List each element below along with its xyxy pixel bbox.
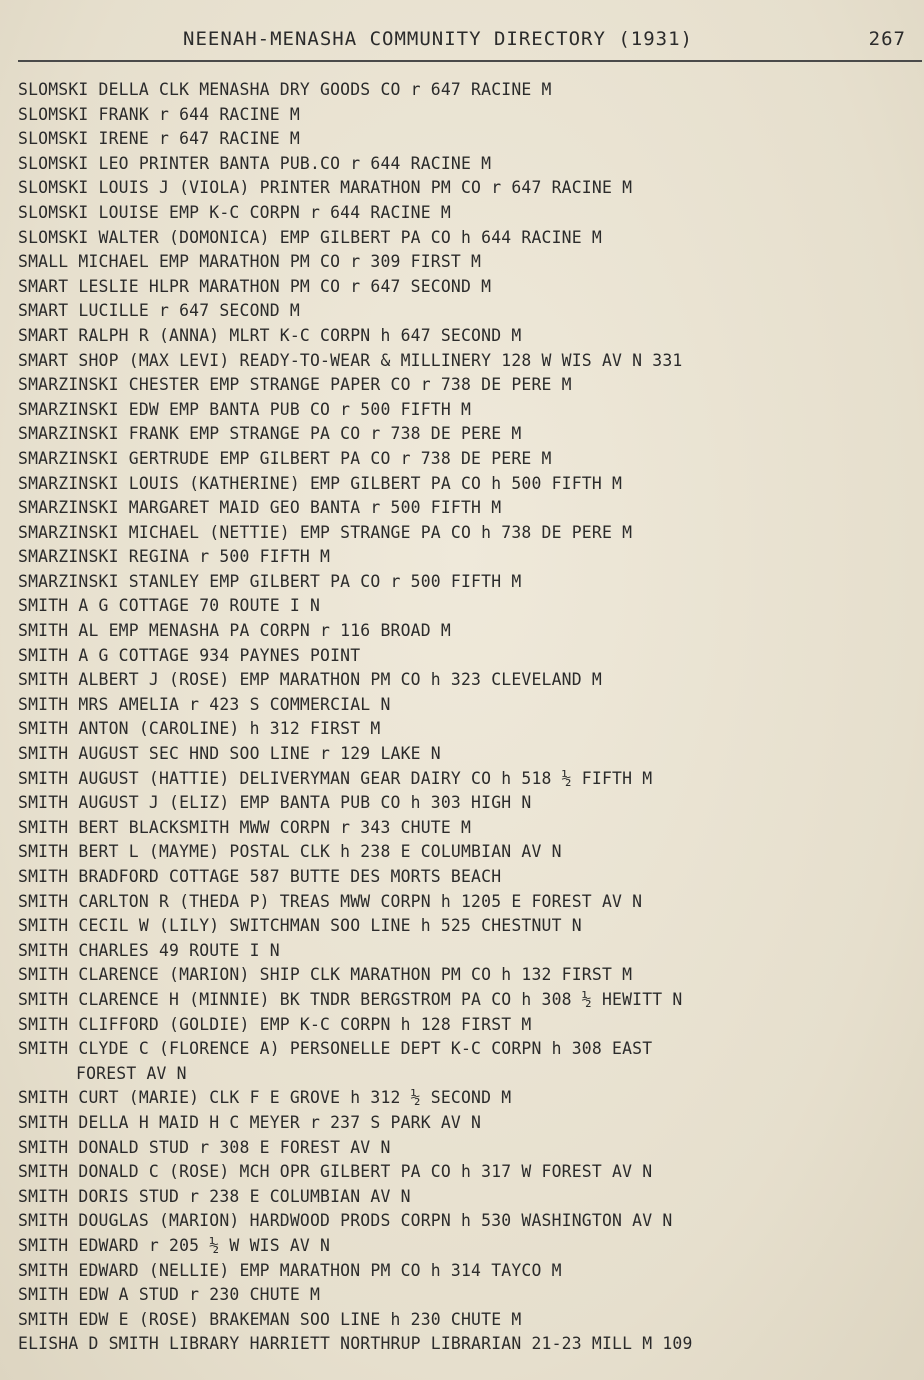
directory-entry: SMITH EDW E (ROSE) BRAKEMAN SOO LINE h 230 CHUTE M [18, 1309, 522, 1329]
directory-entry: SMART LESLIE HLPR MARATHON PM CO r 647 SECOND M [18, 276, 492, 296]
directory-entry: SLOMSKI FRANK r 644 RACINE M [18, 104, 300, 124]
directory-entry: SMITH EDWARD r 205 ½ W WIS AV N [18, 1235, 331, 1255]
directory-entry: SMITH CECIL W (LILY) SWITCHMAN SOO LINE h 525 CHESTNUT N [18, 916, 582, 936]
directory-entry: SMITH EDW A STUD r 230 CHUTE M [18, 1285, 321, 1305]
directory-entry: SMITH BERT BLACKSMITH MWW CORPN r 343 CHUTE M [18, 817, 472, 837]
directory-entry: SLOMSKI IRENE r 647 RACINE M [18, 129, 300, 149]
directory-entry: SMITH DONALD STUD r 308 E FOREST AV N [18, 1137, 391, 1157]
directory-entry: SMITH A G COTTAGE 934 PAYNES POINT [18, 645, 361, 665]
directory-entry: SMARZINSKI GERTRUDE EMP GILBERT PA CO r 738 DE PERE M [18, 448, 552, 468]
directory-entry: SMITH AL EMP MENASHA PA CORPN r 116 BROAD M [18, 621, 451, 641]
directory-entry: SMART SHOP (MAX LEVI) READY-TO-WEAR & MILLINERY 128 W WIS AV N 331 [18, 350, 683, 370]
directory-entry: SMITH AUGUST SEC HND SOO LINE r 129 LAKE N [18, 744, 441, 764]
directory-entry: SMART RALPH R (ANNA) MLRT K-C CORPN h 647 SECOND M [18, 325, 522, 345]
directory-entry: SMITH MRS AMELIA r 423 S COMMERCIAL N [18, 694, 391, 714]
directory-entry: SMARZINSKI STANLEY EMP GILBERT PA CO r 500 FIFTH M [18, 571, 522, 591]
directory-entry: SMARZINSKI CHESTER EMP STRANGE PAPER CO r 738 DE PERE M [18, 375, 572, 395]
directory-entry: SMITH ANTON (CAROLINE) h 312 FIRST M [18, 719, 381, 739]
directory-entry: SMITH AUGUST (HATTIE) DELIVERYMAN GEAR DAIRY CO h 518 ½ FIFTH M [18, 768, 653, 788]
directory-entry: SMITH CURT (MARIE) CLK F E GROVE h 312 ½ SECOND M [18, 1088, 512, 1108]
directory-entry: SMART LUCILLE r 647 SECOND M [18, 301, 300, 321]
directory-entry: SLOMSKI WALTER (DOMONICA) EMP GILBERT PA CO h 644 RACINE M [18, 227, 602, 247]
directory-entry: SMALL MICHAEL EMP MARATHON PM CO r 309 FIRST M [18, 252, 482, 272]
directory-entry: SLOMSKI LOUIS J (VIOLA) PRINTER MARATHON PM CO r 647 RACINE M [18, 178, 633, 198]
directory-entry: SMITH CLYDE C (FLORENCE A) PERSONELLE DEPT K-C CORPN h 308 EAST [18, 1039, 653, 1059]
directory-entry: SMITH CLARENCE H (MINNIE) BK TNDR BERGSTROM PA CO h 308 ½ HEWITT N [18, 989, 683, 1009]
directory-entry: SMITH CLARENCE (MARION) SHIP CLK MARATHON PM CO h 132 FIRST M [18, 965, 633, 985]
directory-entry: SMARZINSKI EDW EMP BANTA PUB CO r 500 FIFTH M [18, 399, 472, 419]
directory-entry: SMITH DOUGLAS (MARION) HARDWOOD PRODS CORPN h 530 WASHINGTON AV N [18, 1211, 673, 1231]
directory-entry: SMITH DORIS STUD r 238 E COLUMBIAN AV N [18, 1186, 411, 1206]
directory-entry: SMITH DONALD C (ROSE) MCH OPR GILBERT PA CO h 317 W FOREST AV N [18, 1162, 653, 1182]
directory-entry: SLOMSKI LOUISE EMP K-C CORPN r 644 RACINE M [18, 202, 451, 222]
library-entry: ELISHA D SMITH LIBRARY HARRIETT NORTHRUP LIBRARIAN 21-23 MILL M 109 [18, 1334, 693, 1354]
directory-entries [18, 78, 918, 1357]
directory-entry: SMARZINSKI MARGARET MAID GEO BANTA r 500 FIFTH M [18, 498, 502, 518]
page-header [0, 28, 924, 62]
header-divider [18, 60, 922, 62]
directory-entry: SMITH EDWARD (NELLIE) EMP MARATHON PM CO h 314 TAYCO M [18, 1260, 562, 1280]
directory-entry: SMITH ALBERT J (ROSE) EMP MARATHON PM CO h 323 CLEVELAND M [18, 670, 602, 690]
directory-entry: SLOMSKI DELLA CLK MENASHA DRY GOODS CO r 647 RACINE M [18, 80, 552, 99]
directory-entry: SMARZINSKI MICHAEL (NETTIE) EMP STRANGE PA CO h 738 DE PERE M [18, 522, 633, 542]
directory-entry: SMARZINSKI LOUIS (KATHERINE) EMP GILBERT PA CO h 500 FIFTH M [18, 473, 623, 493]
directory-entry: SMARZINSKI FRANK EMP STRANGE PA CO r 738 DE PERE M [18, 424, 522, 444]
directory-entry: SMITH BRADFORD COTTAGE 587 BUTTE DES MORTS BEACH [18, 867, 502, 886]
directory-entry: SMITH CARLTON R (THEDA P) TREAS MWW CORPN h 1205 E FOREST AV N [18, 891, 643, 911]
directory-entry: SMARZINSKI REGINA r 500 FIFTH M [18, 547, 331, 567]
page-number: 267 [868, 28, 906, 50]
directory-entry: SLOMSKI LEO PRINTER BANTA PUB.CO r 644 RACINE M [18, 153, 492, 173]
page-title: NEENAH-MENASHA COMMUNITY DIRECTORY (1931) [183, 28, 693, 50]
directory-entry: SMITH CLIFFORD (GOLDIE) EMP K-C CORPN h 128 FIRST M [18, 1014, 532, 1034]
directory-entry-continuation: FOREST AV N [76, 1063, 187, 1083]
directory-entry: SMITH A G COTTAGE 70 ROUTE I N [18, 596, 321, 616]
directory-entry: SMITH BERT L (MAYME) POSTAL CLK h 238 E COLUMBIAN AV N [18, 842, 562, 862]
directory-entry: SMITH CHARLES 49 ROUTE I N [18, 940, 280, 960]
directory-entry: SMITH DELLA H MAID H C MEYER r 237 S PARK AV N [18, 1112, 482, 1132]
directory-entry: SMITH AUGUST J (ELIZ) EMP BANTA PUB CO h 303 HIGH N [18, 793, 532, 813]
